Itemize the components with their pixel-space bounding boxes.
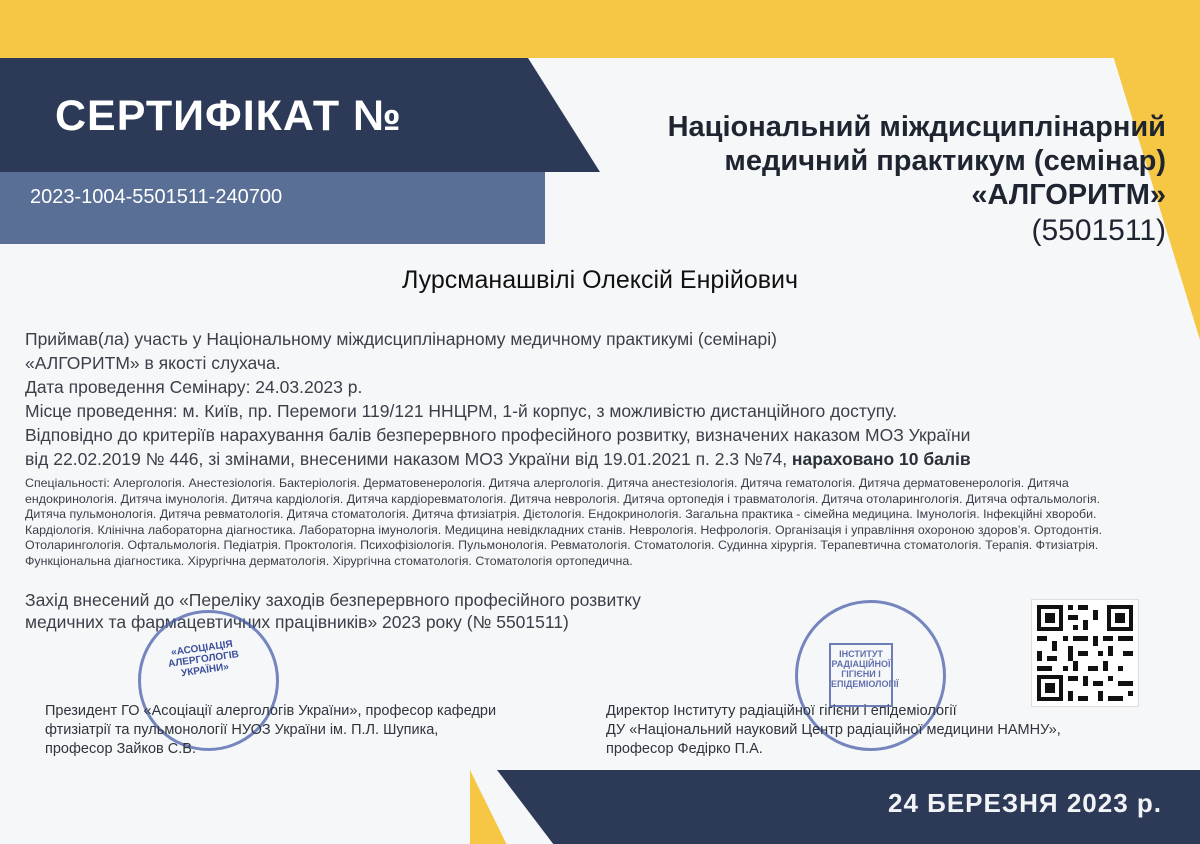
certificate-title: СЕРТИФІКАТ № [55,92,402,140]
left-signatory-line-2: фтизіатрії та пульмонології НУОЗ України ім. П.Л. Шупика, [45,722,439,738]
body-line-2: «АЛГОРИТМ» в якості слухача. [25,353,281,373]
event-title-line-2: медичний практикум (семінар) [724,145,1166,177]
cpd-inclusion-note [25,589,745,633]
left-signatory [45,702,565,759]
event-date-line: Дата проведення Семінару: 24.03.2023 р. [25,377,363,397]
certificate-number: 2023-1004-5501511-240700 [30,186,283,208]
body-line-5: Відповідно до критеріїв нарахування балів безперервного професійного розвитку, визначених наказом МОЗ України [25,425,971,445]
body-line-6-text: від 22.02.2019 № 446, зі змінами, внесеними наказом МОЗ України від 19.01.2021 п. 2.3 №74, [25,449,792,469]
left-stamp-text: «АСОЦІАЦІЯ АЛЕРГОЛОГІВ УКРАЇНИ» [167,638,240,680]
specialties-list: Спеціальності: Алергологія. Анестезіологія. Бактеріологія. Дерматовенерологія. Дитяча алергологія. Дитяча анестезіологія. Дитяча гематологія. Дитяча дерматовенерологія. Дитяча ендокринологія. Дитяча імунологія. Дитяча кардіологія. Дитяча кардіоревматологія. Дитяча неврологія. Дитяча ортопедія і травматологія. Дитяча отоларингологія. Дитяча офтальмологія. Дитяча пульмонологія. Дитяча ревматологія. Дитяча стоматологія. Дитяча фтизіатрія. Дієтологія. Ендокринологія. Загальна практика - сімейна медицина. Імунологія. Інфекційні хвороби. Кардіологія. Клінічна лабораторна діагностика. Лабораторна імунологія. Медицина невідкладних станів. Неврологія. Нефрологія. Організація і управління охороною здоров’я. Ортодонтія. Отоларингологія. Офтальмологія. Педіатрія. Проктологія. Психофізіологія. Пульмонологія. Ревматологія. Стоматологія. Судинна хірургія. Терапевтична стоматологія. Терапія. Фтизіатрія. Функціональна діагностика. Хірургічна дерматологія. Хірургічна стоматологія. Стоматологія ортопедична. [25,476,1103,568]
event-title-line-3: «АЛГОРИТМ» [971,179,1166,211]
right-signatory [606,702,1146,759]
event-title-line-1: Національний міждисциплінарний [667,111,1166,143]
inclusion-line-1: Захід внесений до «Переліку заходів безперервного професійного розвитку [25,590,641,610]
right-signatory-line-2: ДУ «Національний науковий Центр радіаційної медицини НАМНУ», [606,722,1061,738]
inclusion-line-2: медичних та фармацевтичних працівників» 2023 року (№ 5501511) [25,612,569,632]
certificate-body [25,327,1175,471]
right-stamp-text: ІНСТИТУТ РАДІАЦІЙНОЇ ГІГІЄНИ І ЕПІДЕМІОЛОГІЇ [829,643,893,707]
left-signatory-line-1: Президент ГО «Асоціації алергологів України», професор кафедри [45,703,497,719]
right-signatory-line-3: професор Федірко П.А. [606,741,763,757]
event-code: (5501511) [1031,214,1166,247]
qr-code-icon [1032,600,1138,706]
points-awarded: нараховано 10 балів [791,449,971,469]
top-yellow-band [0,0,1200,58]
body-line-1: Приймав(ла) участь у Національному міждисциплінарному медичному практикумі (семінарі) [25,329,777,349]
qr-code[interactable] [1031,599,1139,707]
event-title-block [668,110,1166,248]
issue-date: 24 БЕРЕЗНЯ 2023 р. [887,788,1162,818]
left-signatory-line-3: професор Зайков С.В. [45,741,196,757]
recipient-name: Лурсманашвілі Олексій Енрійович [401,266,798,294]
body-line-6 [25,447,1175,471]
event-location-line: Місце проведення: м. Київ, пр. Перемоги 119/121 ННЦРМ, 1-й корпус, з можливістю дистанційного доступу. [25,401,898,421]
right-signatory-line-1: Директор Інституту радіаційної гігієни і епідеміології [606,703,957,719]
